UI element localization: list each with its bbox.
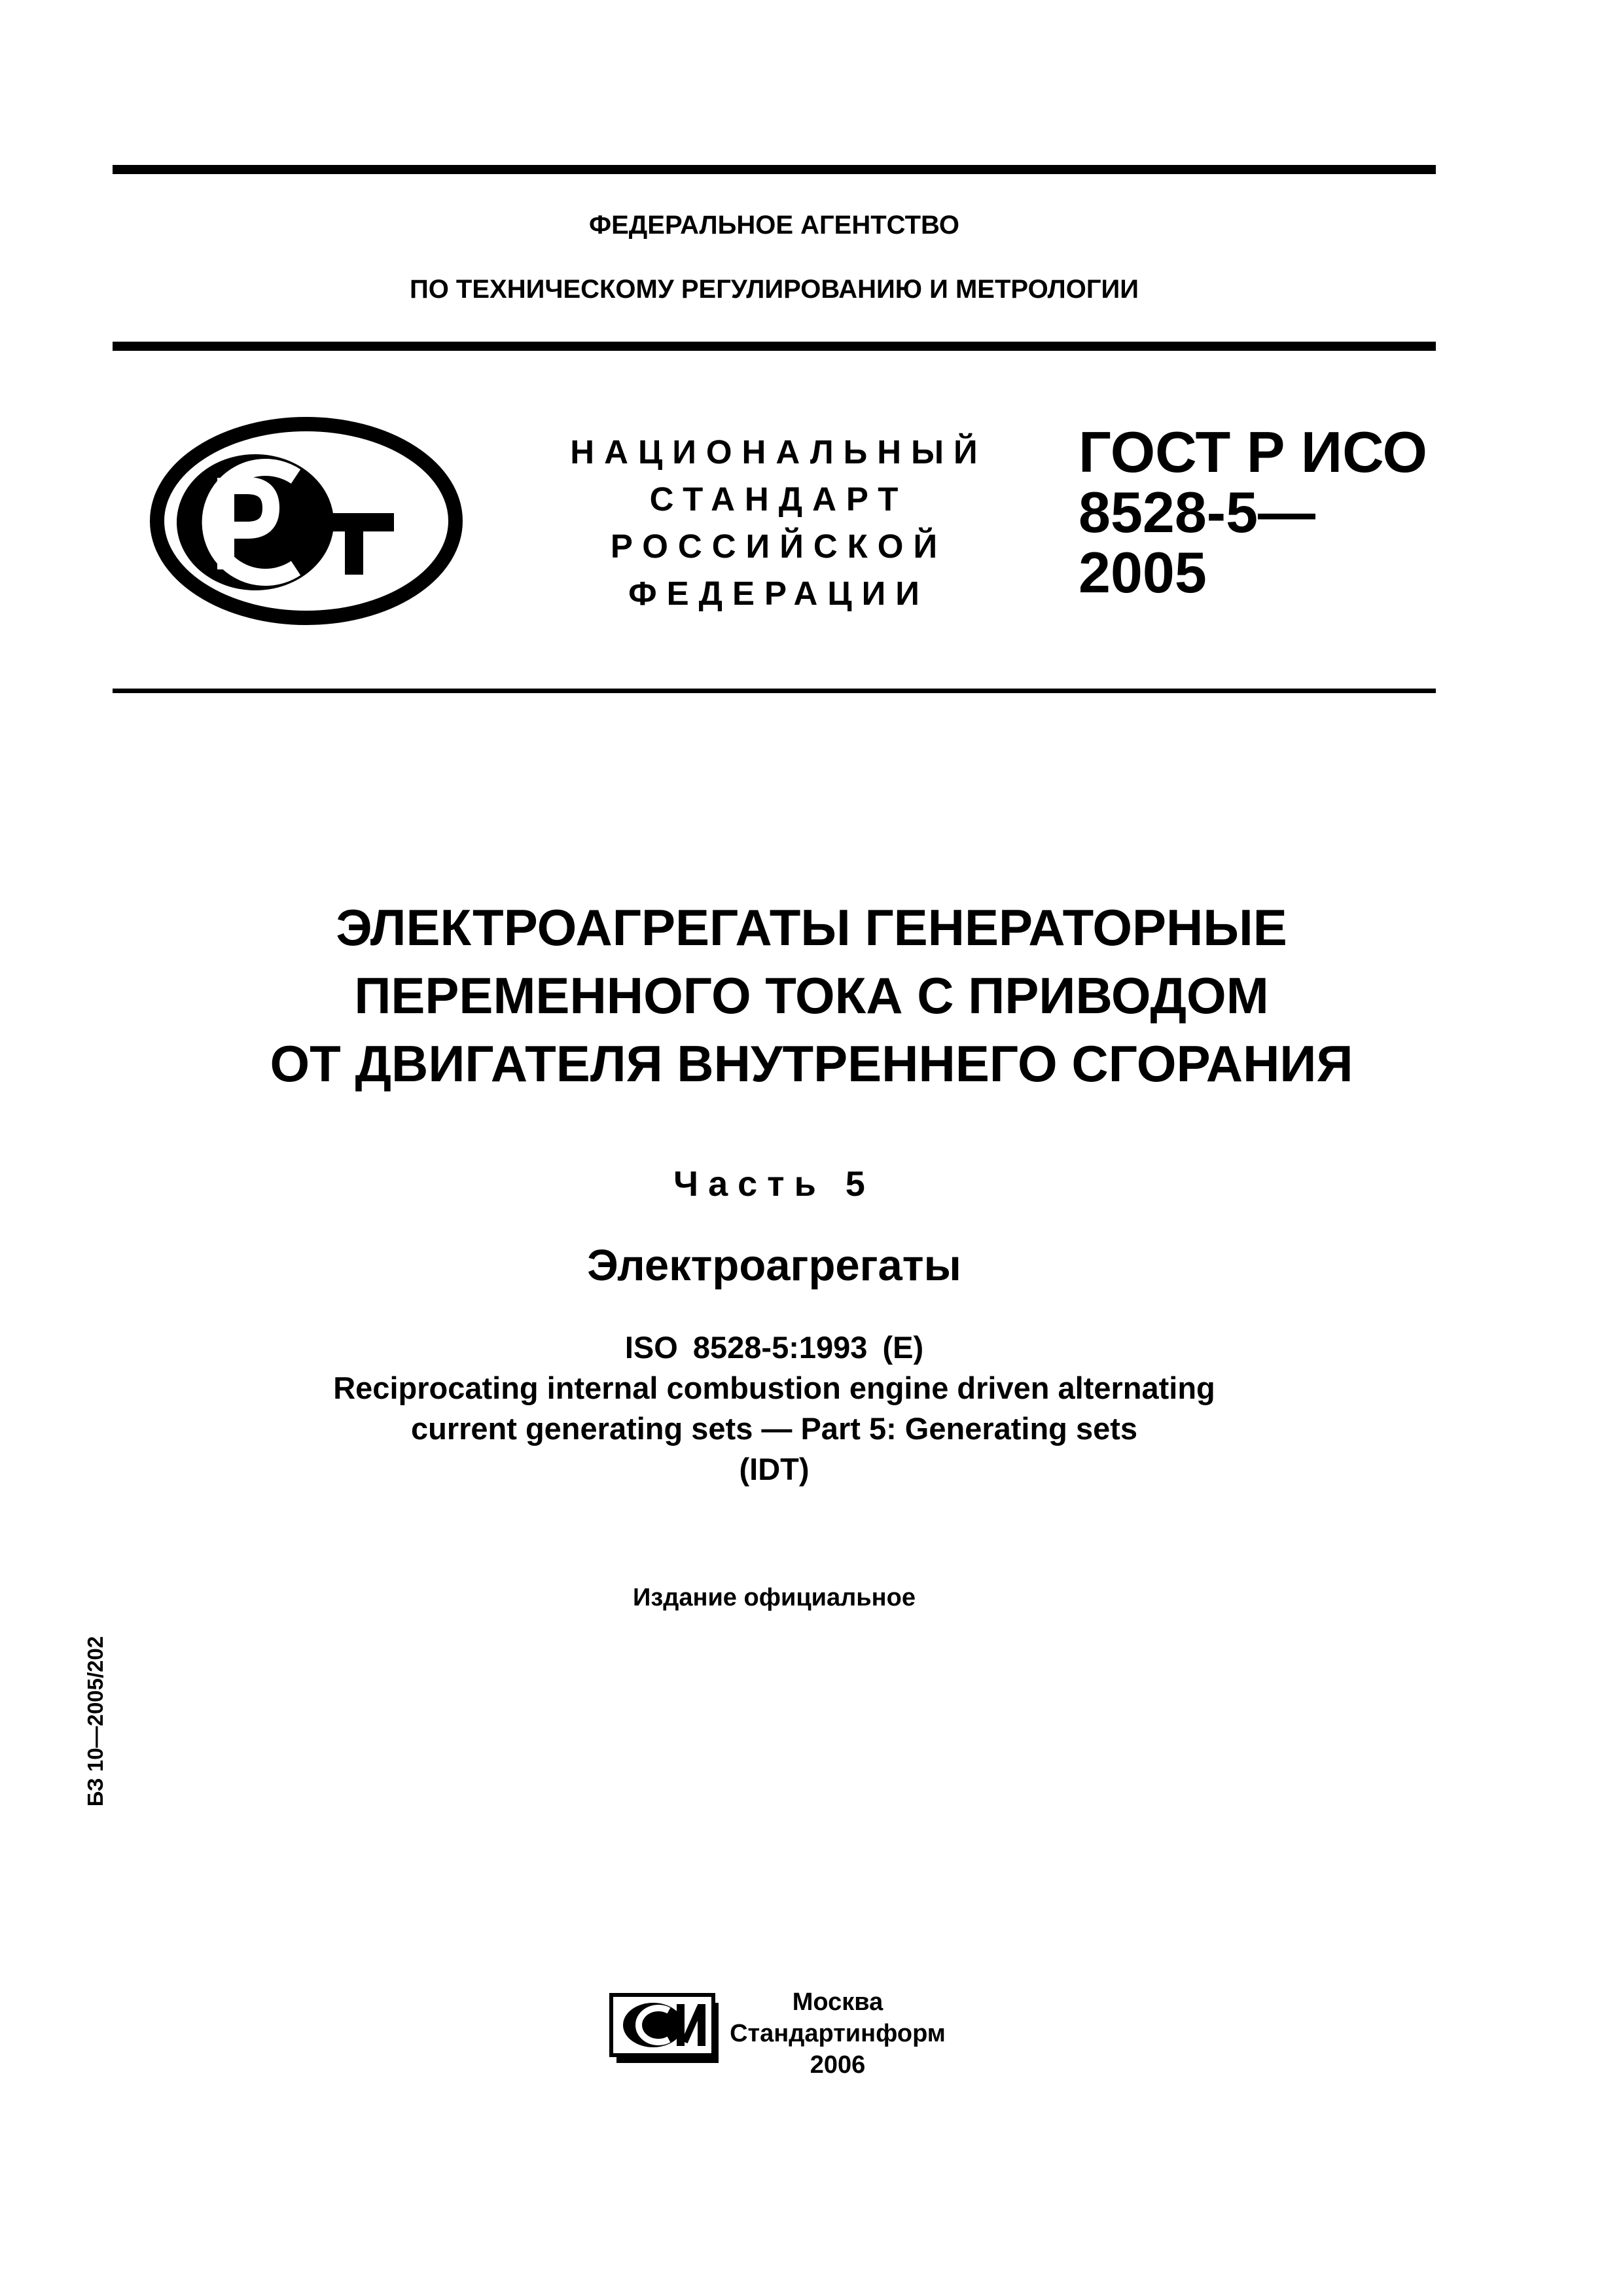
publisher-name: Стандартинформ	[730, 2020, 946, 2047]
publisher-info	[720, 1986, 955, 2081]
iso-reference-line3: current generating sets — Part 5: Generating sets	[410, 1411, 1138, 1446]
iso-reference-line1: ISO 8528-5:1993 (E)	[624, 1330, 924, 1365]
standard-code-line1: ГОСТ Р ИСО	[1079, 420, 1427, 484]
agency-name-line2: ПО ТЕХНИЧЕСКОМУ РЕГУЛИРОВАНИЮ И МЕТРОЛОГИИ	[409, 275, 1139, 304]
side-code-text: БЗ 10—2005/202	[83, 1636, 107, 1807]
publisher-year: 2006	[810, 2051, 866, 2079]
iso-reference	[113, 1327, 1436, 1490]
document-title	[113, 893, 1510, 1098]
document-title-line3: ОТ ДВИГАТЕЛЯ ВНУТРЕННЕГО СГОРАНИЯ	[270, 1035, 1353, 1092]
national-standard-label	[497, 429, 1060, 617]
standartinform-logo-icon	[609, 1990, 726, 2068]
iso-reference-line4: (IDT)	[739, 1452, 810, 1486]
header-bottom-rule	[113, 342, 1436, 351]
publisher-city: Москва	[792, 1988, 883, 2016]
side-code	[76, 1623, 115, 1820]
agency-name-line1: ФЕДЕРАЛЬНОЕ АГЕНТСТВО	[588, 211, 960, 240]
national-standard-line1: НАЦИОНАЛЬНЫЙ	[570, 433, 988, 471]
standard-code-line3: 2005	[1079, 540, 1207, 605]
national-standard-line2: СТАНДАРТ	[649, 480, 908, 518]
standard-block-rule	[113, 689, 1436, 693]
national-standard-line3: РОССИЙСКОЙ	[610, 528, 948, 565]
edition-label: Издание официальное	[633, 1584, 916, 1611]
document-title-line2: ПЕРЕМЕННОГО ТОКА С ПРИВОДОМ	[354, 967, 1269, 1024]
document-title-line1: ЭЛЕКТРОАГРЕГАТЫ ГЕНЕРАТОРНЫЕ	[336, 899, 1287, 956]
standard-code	[1079, 422, 1445, 603]
part-title: Электроагрегаты	[587, 1241, 961, 1290]
part-label: Часть 5	[673, 1164, 875, 1204]
rst-certification-mark-icon	[149, 416, 463, 626]
national-standard-line4: ФЕДЕРАЦИИ	[628, 575, 929, 612]
iso-reference-line2: Reciprocating internal combustion engine driven alternating	[333, 1371, 1215, 1405]
standard-code-line2: 8528-5—	[1079, 480, 1316, 545]
top-rule	[113, 165, 1436, 174]
